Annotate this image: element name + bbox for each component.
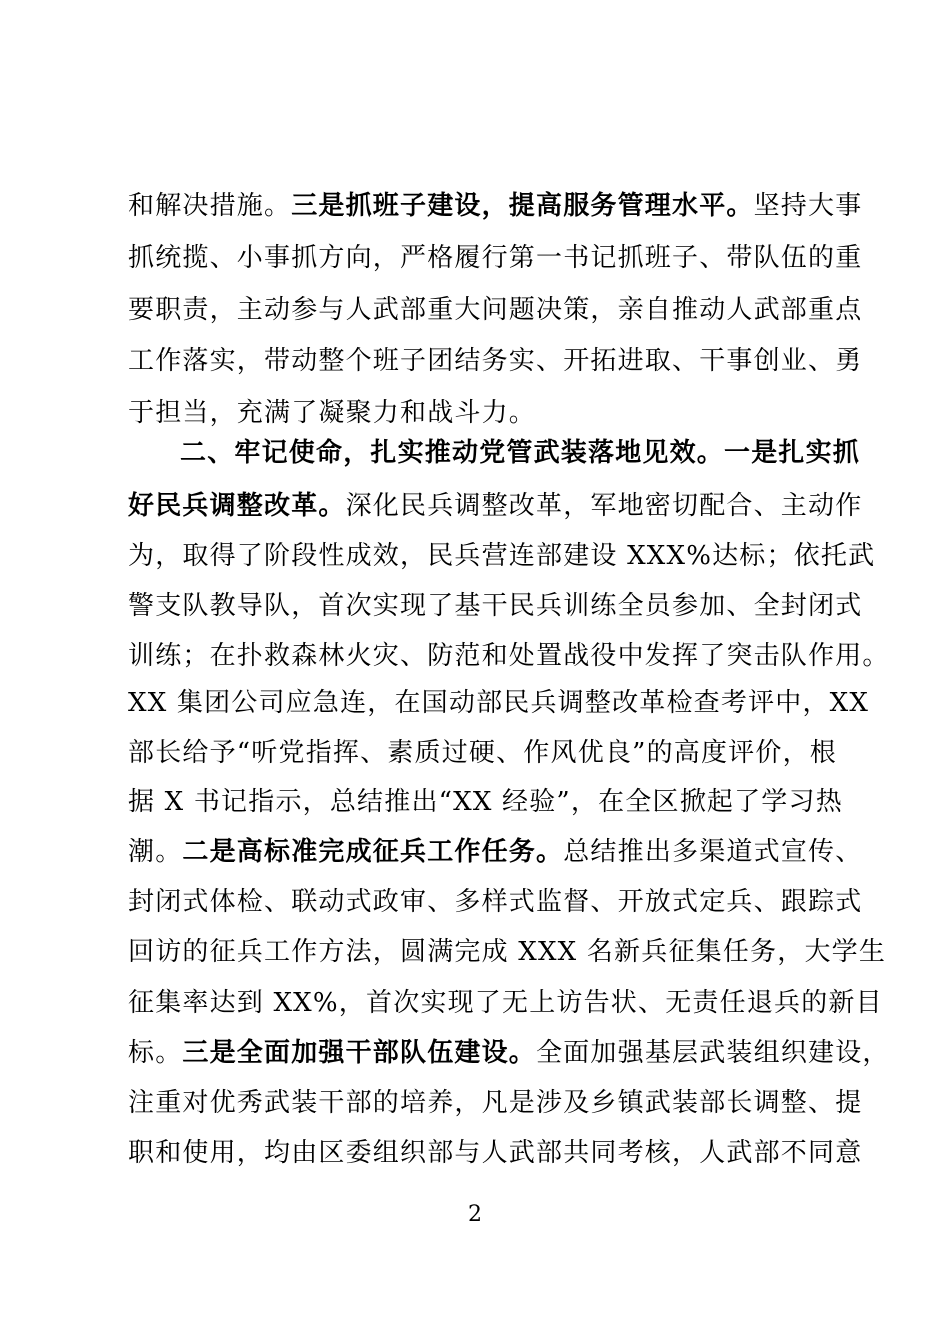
text-line: 训练；在扑救森林火灾、防范和处置战役中发挥了突击队作用。 [128,641,890,671]
bold-heading-run: 三是全面加强干部队伍建设。 [182,1038,537,1068]
text-line: 职和使用，均由区委组织部与人武部共同考核，人武部不同意 [128,1138,863,1168]
text-run: 和解决措施。 [128,191,292,221]
text-line [128,1033,890,1073]
text-line: 封闭式体检、联动式政审、多样式监督、开放式定兵、跟踪式 [128,887,863,917]
text-line [128,186,863,226]
text-line: 回访的征兵工作方法，圆满完成 XXX 名新兵征集任务，大学生 [128,937,887,967]
text-line [128,486,863,526]
text-line: 注重对优秀武装干部的培养，凡是涉及乡镇武装部长调整、提 [128,1088,863,1118]
text-line: 据 X 书记指示，总结推出“XX 经验”，在全区掀起了学习热 [128,787,843,817]
text-run: 总结推出多渠道式宣传、 [563,837,863,867]
section-heading-line: 二、牢记使命，扎实推动党管武装落地见效。一是扎实抓 [180,438,861,468]
text-line: 部长给予“听党指挥、素质过硬、作风优良”的高度评价，根 [128,738,837,768]
text-line: 抓统揽、小事抓方向，严格履行第一书记抓班子、带队伍的重 [128,243,863,273]
text-line: 为，取得了阶段性成效，民兵营连部建设 XXX%达标；依托武 [128,541,876,571]
text-line: XX 集团公司应急连，在国动部民兵调整改革检查考评中，XX [128,688,870,718]
text-line: 征集率达到 XX%，首次实现了无上访告状、无责任退兵的新目 [128,988,883,1018]
bold-heading-run: 好民兵调整改革。 [128,491,346,521]
page-number: 2 [468,1202,482,1227]
text-run: 深化民兵调整改革，军地密切配合、主动作 [345,491,863,521]
text-line: 于担当，充满了凝聚力和战斗力。 [128,398,537,428]
text-run: 全面加强基层武装组织建设， [536,1038,890,1068]
bold-heading-run: 二是高标准完成征兵工作任务。 [182,837,564,867]
text-line [128,832,863,872]
text-line: 警支队教导队，首次实现了基干民兵训练全员参加、全封闭式 [128,591,863,621]
text-run: 坚持大事 [753,191,863,221]
text-run: 潮。 [128,837,183,867]
bold-heading-run: 三是抓班子建设，提高服务管理水平。 [291,191,754,221]
text-run: 标。 [128,1038,183,1068]
text-line: 工作落实，带动整个班子团结务实、开拓进取、干事创业、勇 [128,346,863,376]
text-line: 要职责，主动参与人武部重大问题决策，亲自推动人武部重点 [128,295,863,325]
